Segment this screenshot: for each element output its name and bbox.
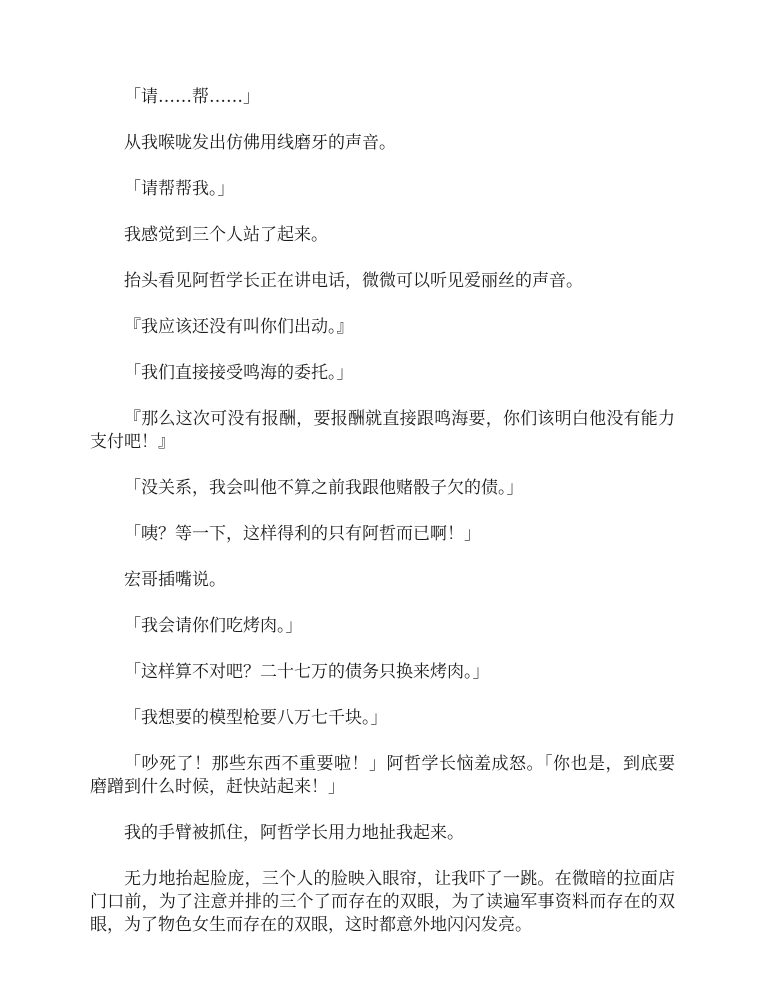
paragraph: 「咦？等一下，这样得利的只有阿哲而已啊！」 bbox=[124, 524, 481, 544]
paragraph: 「请帮帮我。」 bbox=[124, 179, 235, 199]
paragraph: 『那么这次可没有报酬，要报酬就直接跟鸣海要，你们该明白他没有能力支付吧！』 bbox=[90, 409, 675, 452]
paragraph: 「请……帮……」 bbox=[124, 87, 260, 107]
paragraph: 「这样算不对吧？二十七万的债务只换来烤肉。」 bbox=[124, 662, 490, 682]
paragraph: 无力地抬起脸庞，三个人的脸映入眼帘，让我吓了一跳。在微暗的拉面店门口前，为了注意并排的三个了而存在的双眼，为了读遍军事资料而存在的双眼，为了物色女生而存在的双眼，这时都意外地闪闪发亮。 bbox=[90, 869, 675, 935]
paragraph: 「我会请你们吃烤肉。」 bbox=[124, 616, 303, 636]
paragraph: 我的手臂被抓住，阿哲学长用力地扯我起来。 bbox=[124, 823, 464, 843]
paragraph: 「没关系，我会叫他不算之前我跟他赌骰子欠的债。」 bbox=[124, 478, 524, 498]
paragraph: 宏哥插嘴说。 bbox=[124, 570, 226, 590]
paragraph: 『我应该还没有叫你们出动。』 bbox=[124, 317, 354, 337]
body-text bbox=[90, 86, 675, 960]
paragraph: 我感觉到三个人站了起来。 bbox=[124, 225, 328, 245]
paragraph: 「我想要的模型枪要八万七千块。」 bbox=[124, 708, 388, 728]
paragraph: 抬头看见阿哲学长正在讲电话，微微可以听见爱丽丝的声音。 bbox=[124, 271, 583, 291]
paragraph: 「吵死了！那些东西不重要啦！」阿哲学长恼羞成怒。「你也是，到底要磨蹭到什么时候，赶快站起来！」 bbox=[90, 754, 675, 797]
paragraph: 从我喉咙发出仿佛用线磨牙的声音。 bbox=[124, 133, 396, 153]
paragraph: 「我们直接接受鸣海的委托。」 bbox=[124, 363, 354, 383]
